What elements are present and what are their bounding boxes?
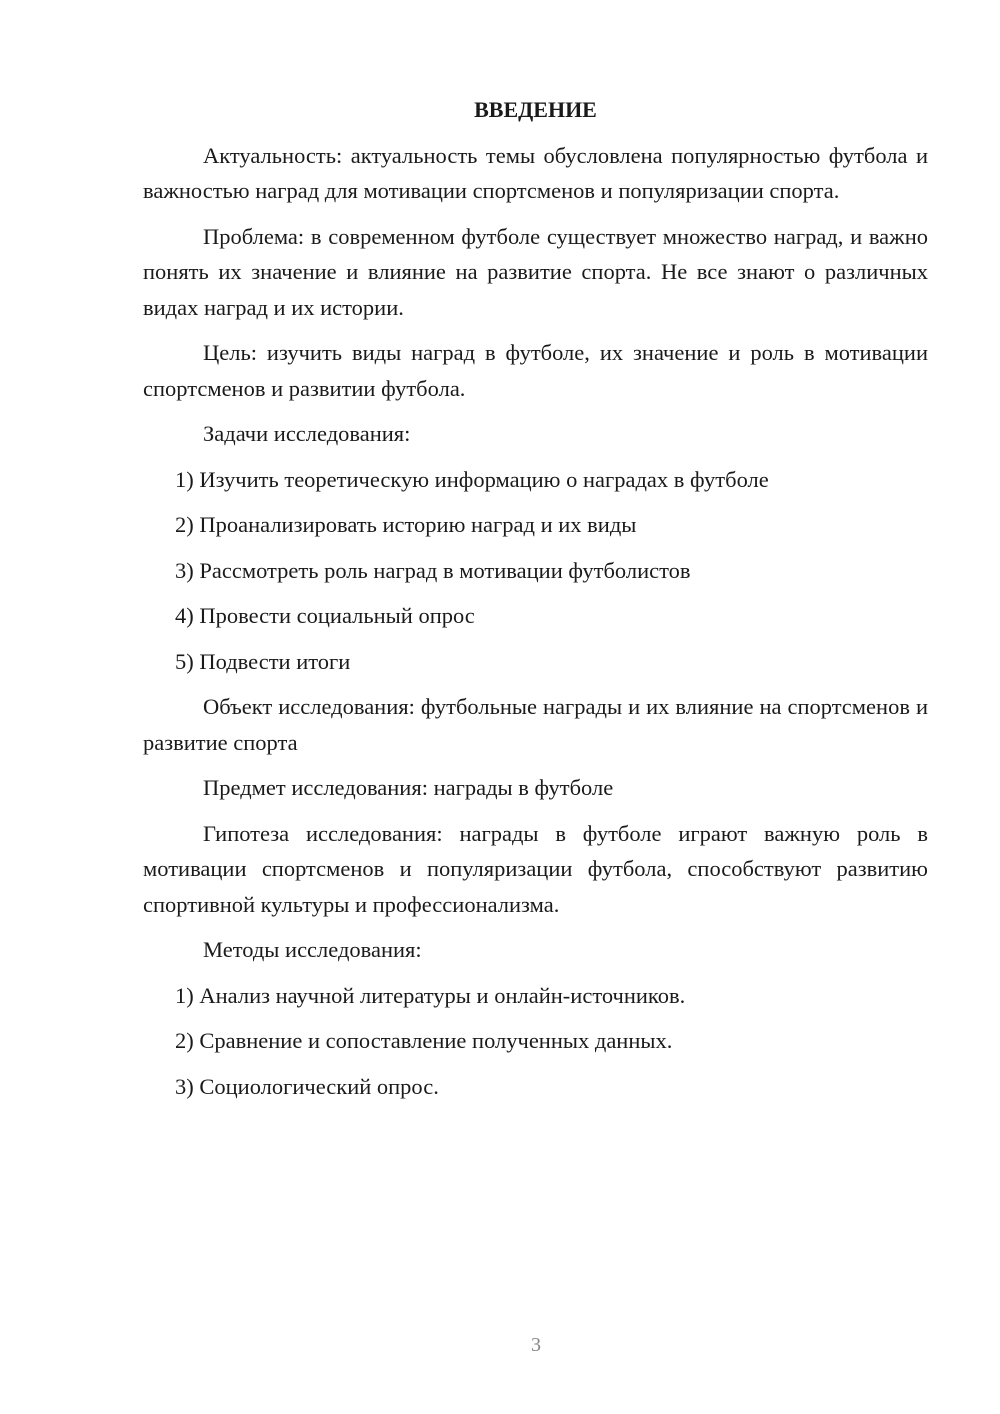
list-item: 3) Рассмотреть роль наград в мотивации футболистов [175, 557, 691, 583]
object-paragraph: Объект исследования: футбольные награды и их влияние на спортсменов и развитие спорта [143, 694, 928, 755]
list-item: 1) Анализ научной литературы и онлайн-источников. [175, 982, 686, 1008]
list-item: 3) Социологический опрос. [175, 1073, 439, 1099]
problem-paragraph: Проблема: в современном футболе существует множество наград, и важно понять их значение и влияние на развитие спорта. Не все знают о различных видах наград и их истории. [143, 223, 928, 320]
page-number: 3 [531, 1334, 541, 1356]
tasks-title: Задачи исследования: [203, 421, 411, 446]
list-item: 2) Сравнение и сопоставление полученных данных. [175, 1028, 673, 1053]
list-item: 2) Проанализировать историю наград и их виды [175, 512, 637, 537]
methods-title: Методы исследования: [203, 937, 422, 962]
hypothesis-paragraph: Гипотеза исследования: награды в футболе играют важную роль в мотивации спортсменов и популяризации футбола, способствуют развитию спортивной культуры и профессионализма. [143, 820, 928, 917]
tasks-list [143, 462, 928, 680]
document-page [143, 92, 928, 1114]
list-item: 1) Изучить теоретическую информацию о наградах в футболе [175, 466, 769, 492]
goal-paragraph: Цель: изучить виды наград в футболе, их значение и роль в мотивации спортсменов и развитии футбола. [143, 340, 928, 401]
relevance-paragraph: Актуальность: актуальность темы обусловлена популярностью футбола и важностью наград для мотивации спортсменов и популяризации спорта. [143, 142, 928, 203]
methods-list [143, 978, 928, 1105]
document-heading: ВВЕДЕНИЕ [474, 97, 597, 122]
list-item: 5) Подвести итоги [175, 648, 351, 674]
list-item: 4) Провести социальный опрос [175, 603, 475, 628]
subject-paragraph: Предмет исследования: награды в футболе [203, 775, 614, 800]
